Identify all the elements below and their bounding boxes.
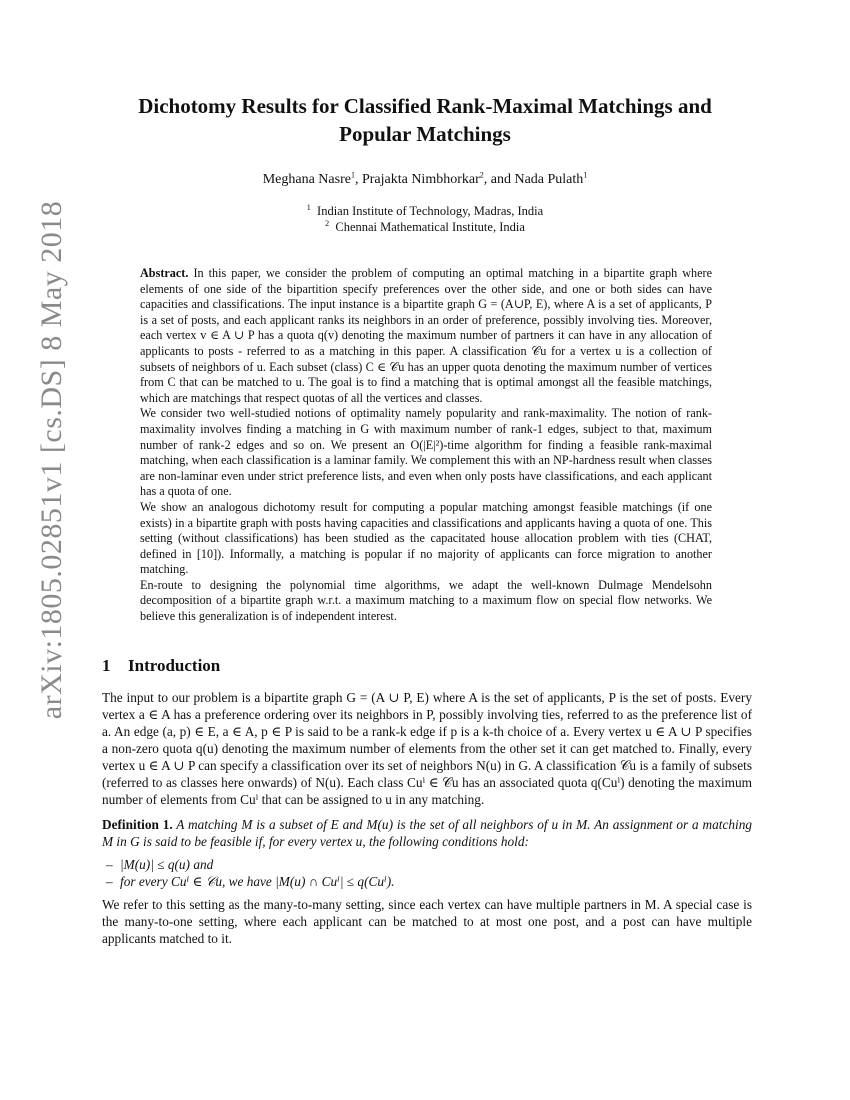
paper-title bbox=[100, 92, 750, 148]
list-item: – |M(u)| ≤ q(u) and bbox=[106, 857, 214, 872]
abstract-label: Abstract. bbox=[140, 266, 189, 280]
affiliation-1-text: Indian Institute of Technology, Madras, India bbox=[317, 204, 544, 218]
affiliation-2 bbox=[100, 219, 750, 235]
author-3-affil: 1 bbox=[583, 170, 588, 180]
title-line-1: Dichotomy Results for Classified Rank-Maximal Matchings and bbox=[138, 94, 712, 118]
definition-text: A matching M is a subset of E and M(u) is the set of all neighbors of u in M. An assignment or a matching M in G is said to be feasible if, for every vertex u, the following conditions hold: bbox=[102, 817, 753, 849]
abstract-paragraph-4: En-route to designing the polynomial time algorithms, we adapt the well-known Dulmage Mendelsohn decomposition of a bipartite graph w.r.t. a maximum matching to a maximum flow on special flow networks. We believe this generalization is of independent interest. bbox=[140, 577, 712, 624]
author-1-affil: 1 bbox=[350, 170, 355, 180]
section-number: 1 bbox=[102, 656, 111, 675]
author-3: , and Nada Pulath bbox=[483, 172, 584, 187]
definition-1 bbox=[102, 816, 752, 850]
author-2: , Prajakta Nimbhorkar bbox=[354, 172, 480, 187]
abstract-paragraph-1-text: In this paper, we consider the problem of computing an optimal matching in a bipartite graph where elements of one side of the bipartition specify preferences over the other side, and one or both sides can have capacities and classifications. The input instance is a bipartite graph G = (A∪P, E), where A is a set of applicants, P is a set of posts, and each applicant ranks its neighbors in an order of preference, possibly involving ties. Moreover, each vertex v ∈ A ∪ P has a quota q(v) denoting the maximum number of partners it can have in any allocation of applicants to posts - referred to as a matching in this paper. A classification 𝒞u for a vertex u is a collection of subsets of neighbors of u. Each subset (class) C ∈ 𝒞u has an upper quota denoting the maximum number of vertices from C that can be matched to u. The goal is to find a matching that is optimal amongst all the feasible matchings, which are matchings that respect quotas of all the vertices and classes. bbox=[140, 266, 712, 405]
definition-label: Definition 1. bbox=[102, 817, 173, 832]
affiliation-2-text: Chennai Mathematical Institute, India bbox=[335, 220, 525, 234]
affiliation-2-number: 2 bbox=[325, 218, 330, 228]
introduction-body bbox=[102, 689, 752, 947]
abstract bbox=[140, 266, 712, 625]
condition-1: |M(u)| ≤ q(u) and bbox=[120, 857, 214, 872]
intro-paragraph-2: We refer to this setting as the many-to-many setting, since each vertex can have multiple partners in M. A special case is the many-to-one setting, where each applicant can be matched to at most one post, and a post can have multiple applicants matched to it. bbox=[102, 897, 752, 946]
abstract-paragraph-2: We consider two well-studied notions of optimality namely popularity and rank-maximality. The notion of rank-maximality involves finding a matching in G with maximum number of rank-1 edges, subject to that, maximum number of rank-2 edges and so on. We present an O(|E|²)-time algorithm for finding a feasible rank-maximal matching, when each classification is a laminar family. We complement this with an NP-hardness result when classes are non-laminar even under strict preference lists, and even when only posts have classifications, and each applicant has a quota of one. bbox=[140, 406, 712, 499]
list-item: – for every Cuⁱ ∈ 𝒞u, we have |M(u) ∩ Cuⁱ| ≤ q(Cuⁱ). bbox=[106, 874, 395, 889]
abstract-paragraph-3: We show an analogous dichotomy result for computing a popular matching amongst feasible matchings (if one exists) in a bipartite graph with posts having capacities and classifications and applicants having a quota of one. This setting (without classifications) has been studied as the capacitated house allocation problem with ties (CHAT, defined in [10]). Informally, a matching is popular if no majority of applicants can force migration to another matching. bbox=[140, 499, 712, 577]
title-line-2: Popular Matchings bbox=[339, 122, 511, 146]
section-title: Introduction bbox=[128, 656, 221, 675]
affiliations bbox=[100, 203, 750, 235]
author-1: Meghana Nasre bbox=[262, 172, 351, 187]
affiliation-1 bbox=[100, 203, 750, 219]
abstract-paragraph-1 bbox=[140, 266, 712, 406]
arxiv-identifier: arXiv:1805.02851v1 [cs.DS] 8 May 2018 bbox=[35, 200, 68, 720]
affiliation-1-number: 1 bbox=[306, 202, 311, 212]
condition-2: for every Cuⁱ ∈ 𝒞u, we have |M(u) ∩ Cuⁱ| ≤ q(Cuⁱ). bbox=[120, 874, 395, 889]
author-list bbox=[100, 172, 750, 188]
author-2-affil: 2 bbox=[479, 170, 484, 180]
section-heading-introduction bbox=[102, 656, 220, 676]
intro-paragraph-1: The input to our problem is a bipartite graph G = (A ∪ P, E) where A is the set of applicants, P is the set of posts. Every vertex a ∈ A has a preference ordering over its neighbors in P, possibly involving ties, referred to as the preference list of a. An edge (a, p) ∈ E, a ∈ A, p ∈ P is said to be a rank-k edge if p is a k-th choice of a. Every vertex u ∈ A ∪ P specifies a non-zero quota q(u) denoting the maximum number of elements from the other set it can get matched to. Finally, every vertex u ∈ A ∪ P can specify a classification over its set of neighbors N(u) in G. A classification 𝒞u is a family of subsets (referred to as classes here onwards) of N(u). Each class Cuⁱ ∈ 𝒞u has an associated quota q(Cuⁱ) denoting the maximum number of elements from Cuⁱ that can be assigned to u in any matching. bbox=[102, 690, 752, 807]
definition-conditions bbox=[106, 856, 752, 890]
